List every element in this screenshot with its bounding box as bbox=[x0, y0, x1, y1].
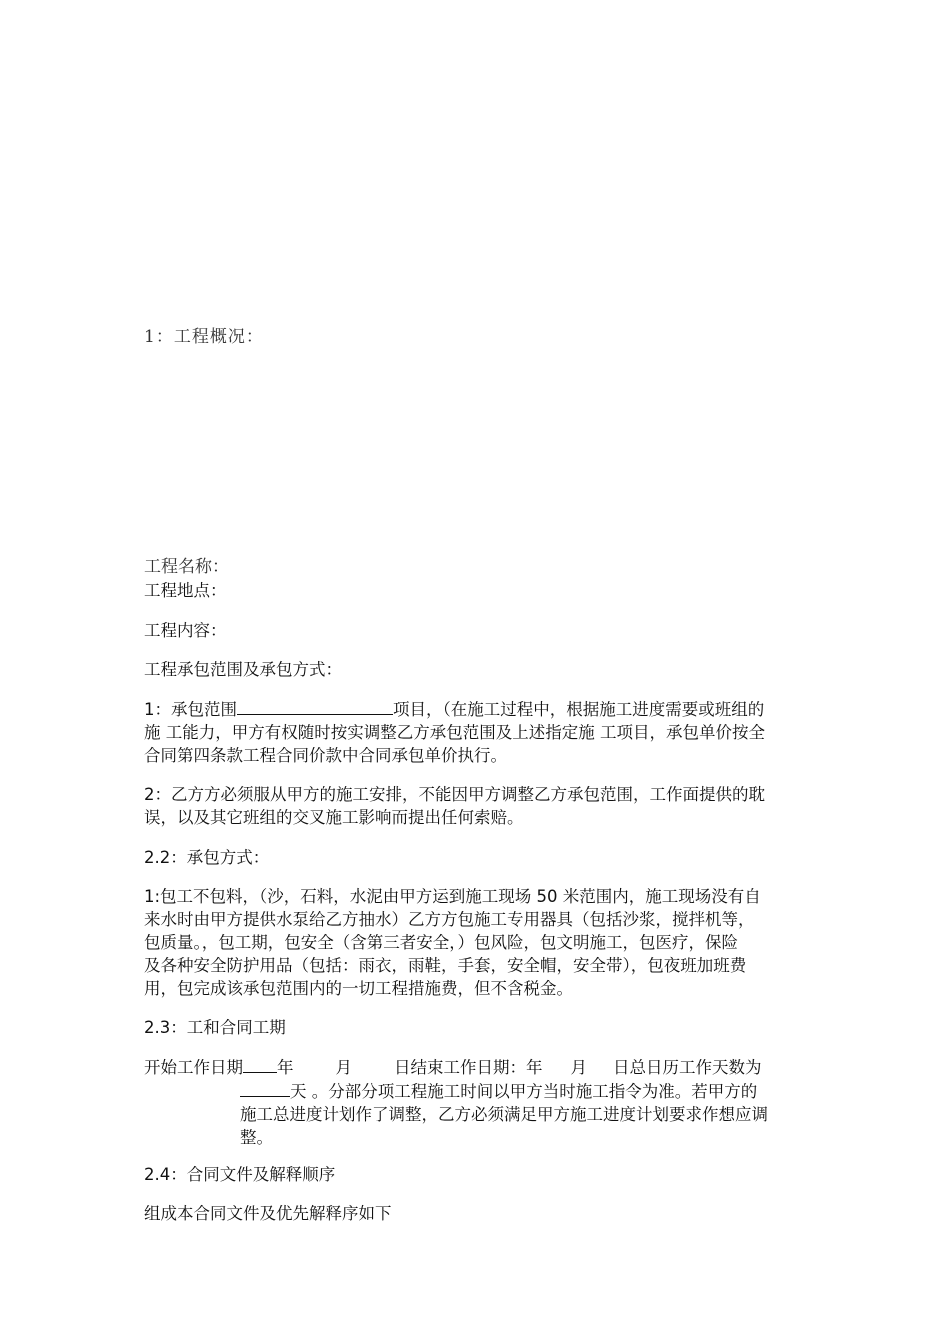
documents-order-line: 组成本合同文件及优先解释序如下 bbox=[144, 1204, 392, 1223]
days-blank-field bbox=[240, 1079, 290, 1097]
period-month2: 月 bbox=[570, 1058, 587, 1077]
scope-blank-field bbox=[237, 697, 393, 715]
project-name-label: 工程名称： bbox=[144, 557, 229, 577]
method-line5: 用，包完成该承包范围内的一切工程措施费，但不含税金。 bbox=[144, 979, 573, 998]
section-2-3-heading: 2.3：工和合同工期 bbox=[144, 1018, 286, 1037]
section-2-4-heading: 2.4：合同文件及解释顺序 bbox=[144, 1165, 336, 1184]
clause-obey-line2: 误，以及其它班组的交叉施工影响而提出任何索赔。 bbox=[144, 808, 524, 827]
clause-scope-after-blank: 项目，（在施工过程中，根据施工进度需要或班组的 bbox=[393, 700, 765, 719]
clause-obey-paragraph bbox=[144, 783, 808, 829]
period-total-days: 日总日历工作天数为 bbox=[613, 1058, 762, 1077]
contract-method-paragraph bbox=[144, 885, 808, 1000]
period-paragraph bbox=[144, 1055, 808, 1149]
period-line4: 整。 bbox=[240, 1128, 273, 1147]
scope-method-label: 工程承包范围及承包方式： bbox=[144, 660, 342, 679]
period-line3: 施工总进度计划作了调整，乙方必须满足甲方施工进度计划要求作想应调 bbox=[240, 1105, 768, 1124]
period-year: 年 bbox=[277, 1058, 294, 1077]
period-days-unit: 天 。分部分项工程施工时间以甲方当时施工指令为准。若甲方的 bbox=[290, 1082, 758, 1101]
period-month: 月 bbox=[335, 1058, 352, 1077]
section-2-2-heading: 2.2：承包方式： bbox=[144, 848, 270, 867]
clause-scope-line2: 施 工能力，甲方有权随时按实调整乙方承包范围及上述指定施 工项目，承包单价按全 bbox=[144, 723, 765, 742]
clause-scope-prefix: 1：承包范围 bbox=[144, 700, 237, 719]
period-end: 日结束工作日期：年 bbox=[394, 1058, 543, 1077]
clause-scope-line3: 合同第四条款工程合同价款中合同承包单价执行。 bbox=[144, 746, 507, 765]
period-start-label: 开始工作日期 bbox=[144, 1058, 243, 1077]
method-line2: 来水时由甲方提供水泵给乙方抽水）乙方方包施工专用器具（包括沙浆，搅拌机等， bbox=[144, 910, 755, 929]
clause-obey-line1: 2：乙方方必须服从甲方的施工安排，不能因甲方调整乙方承包范围，工作面提供的耽 bbox=[144, 785, 765, 804]
project-content-label: 工程内容： bbox=[144, 621, 227, 640]
method-line3: 包质量。，包工期，包安全（含第三者安全，）包风险，包文明施工，包医疗，保险 bbox=[144, 933, 738, 952]
section-heading: 1：工程概况： bbox=[144, 327, 264, 347]
clause-scope-paragraph bbox=[144, 697, 808, 767]
method-line4: 及各种安全防护用品（包括：雨衣，雨鞋，手套，安全帽，安全带），包夜班加班费 bbox=[144, 956, 747, 975]
method-line1: 1:包工不包料，（沙，石料，水泥由甲方运到施工现场 50 米范围内，施工现场没有自 bbox=[144, 887, 761, 906]
project-location-label: 工程地点： bbox=[144, 581, 227, 600]
year-blank-field bbox=[243, 1055, 277, 1073]
